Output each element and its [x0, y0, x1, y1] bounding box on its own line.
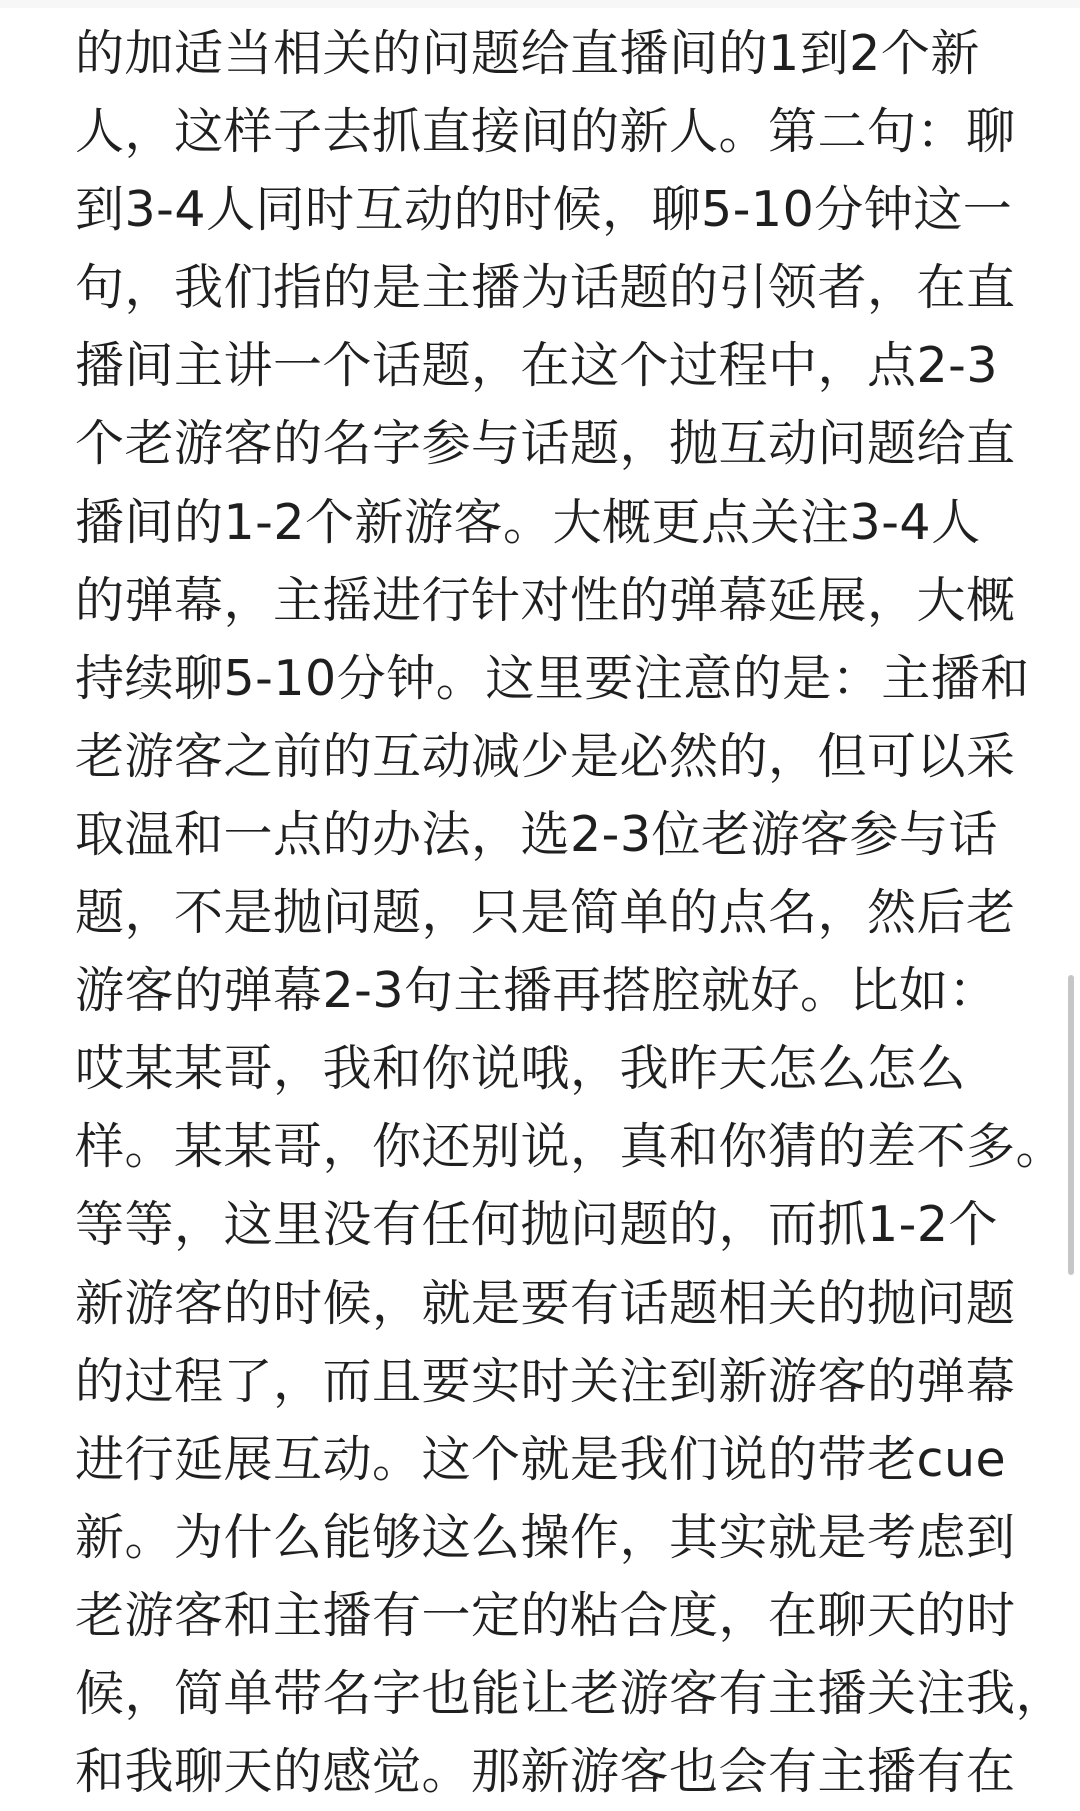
- text-line: 老游客和主播有一定的粘合度，在聊天的时: [75, 1586, 1016, 1644]
- text-line: 到3-4人同时互动的时候，聊5-10分钟这一: [75, 181, 1013, 239]
- text-line: 和我聊天的感觉。那新游客也会有主播有在: [75, 1743, 1016, 1801]
- text-line: 持续聊5-10分钟。这里要注意的是：主播和: [75, 649, 1030, 707]
- text-line: 人，这样子去抓直接间的新人。第二句：聊: [75, 103, 1016, 161]
- text-line: 进行延展互动。这个就是我们说的带老cue: [75, 1430, 1007, 1488]
- text-line: 句，我们指的是主播为话题的引领者，在直: [75, 259, 1016, 317]
- text-line: 的加适当相关的问题给直播间的1到2个新: [75, 25, 980, 82]
- text-line: 题，不是抛问题，只是简单的点名，然后老: [75, 884, 1016, 942]
- article-text: [75, 15, 1066, 1811]
- text-line: 新。为什么能够这么操作，其实就是考虑到: [75, 1508, 1016, 1566]
- text-line: 播间主讲一个话题，在这个过程中，点2-3: [75, 337, 999, 395]
- text-line: 等等，这里没有任何抛问题的，而抓1-2个: [75, 1196, 999, 1254]
- text-line: 样。某某哥，你还别说，真和你猜的差不多。: [75, 1118, 1066, 1176]
- text-line: 老游客之前的互动减少是必然的，但可以采: [75, 727, 1016, 785]
- top-edge: [0, 0, 1080, 8]
- text-line: 候，简单带名字也能让老游客有主播关注我，: [75, 1664, 1066, 1722]
- text-line: 哎某某哥，我和你说哦，我昨天怎么怎么: [75, 1040, 967, 1098]
- text-line: 取温和一点的办法，选2-3位老游客参与话: [75, 805, 999, 863]
- text-line: 游客的弹幕2-3句主播再搭腔就好。比如：: [75, 962, 999, 1020]
- text-line: 个老游客的名字参与话题，抛互动问题给直: [75, 415, 1016, 473]
- text-line: 播间的1-2个新游客。大概更点关注3-4人: [75, 493, 981, 551]
- text-line: 新游客的时候，就是要有话题相关的抛问题: [75, 1274, 1016, 1332]
- text-line: 的过程了，而且要实时关注到新游客的弹幕: [75, 1352, 1016, 1410]
- scrollbar[interactable]: [1068, 975, 1074, 1275]
- text-line: 的弹幕，主摇进行针对性的弹幕延展，大概: [75, 571, 1016, 629]
